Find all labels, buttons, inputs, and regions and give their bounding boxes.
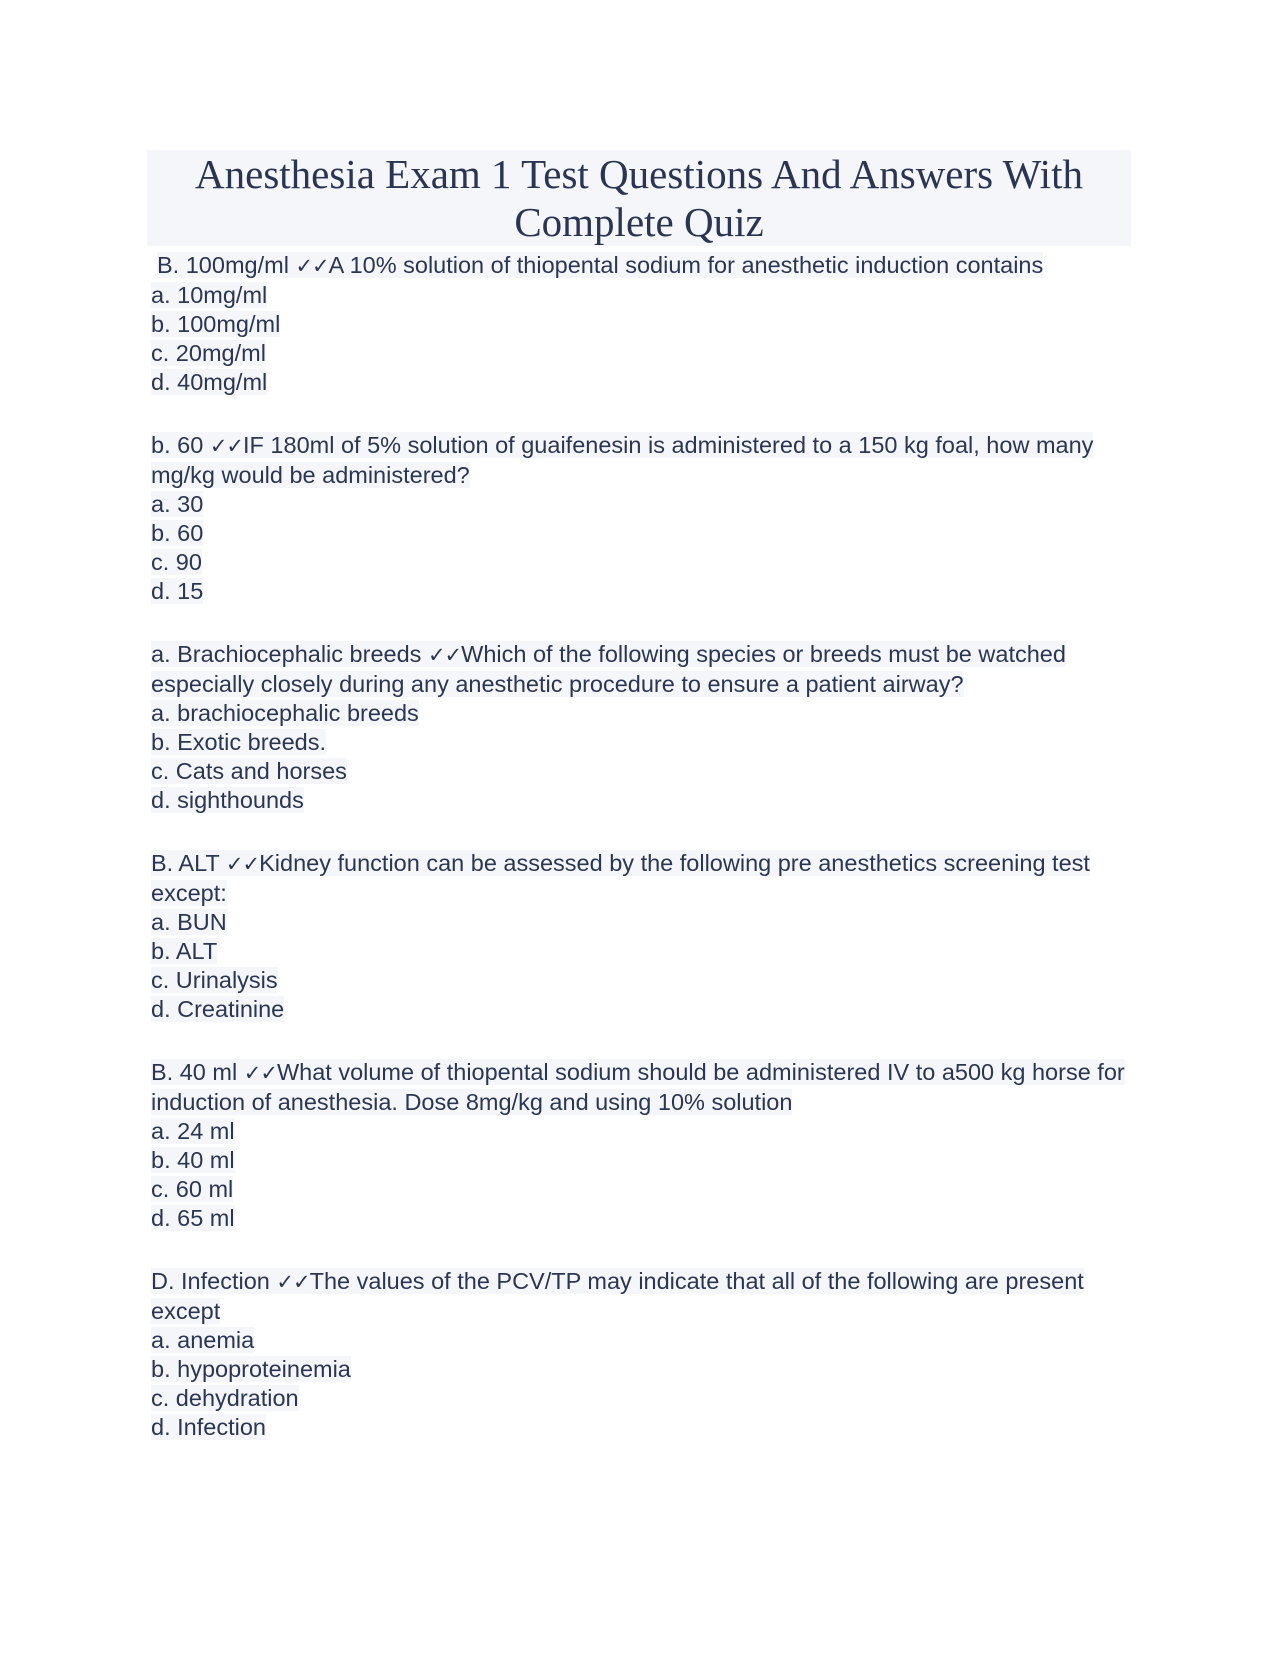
question-line bbox=[151, 1267, 1126, 1326]
option-item: b. 100mg/ml bbox=[151, 311, 281, 337]
qa-item bbox=[151, 1058, 1141, 1233]
option-item: d. sighthounds bbox=[151, 787, 304, 813]
option-item: b. Exotic breeds. bbox=[151, 729, 327, 755]
question-text: What volume of thiopental sodium should be administered IV to a500 kg horse for induction of anesthesia. Dose 8mg/kg and using 10% solution bbox=[151, 1059, 1125, 1115]
option-item: c. dehydration bbox=[151, 1385, 299, 1411]
qa-item bbox=[151, 431, 1141, 606]
option-item: c. 90 bbox=[151, 549, 202, 575]
option-item: c. Urinalysis bbox=[151, 967, 278, 993]
qa-item bbox=[151, 849, 1141, 1024]
question-line bbox=[151, 849, 1126, 908]
option-item: a. 10mg/ml bbox=[151, 282, 268, 308]
question-text: A 10% solution of thiopental sodium for anesthetic induction contains bbox=[328, 252, 1044, 278]
question-line bbox=[151, 251, 1132, 281]
answer-text: b. 60 bbox=[151, 432, 204, 458]
question-line bbox=[151, 640, 1126, 699]
option-item: a. 30 bbox=[151, 491, 204, 517]
answer-text: B. ALT bbox=[151, 850, 220, 876]
answer-text: D. Infection bbox=[151, 1268, 270, 1294]
option-item: a. anemia bbox=[151, 1327, 255, 1353]
option-item: b. 40 ml bbox=[151, 1147, 235, 1173]
question-text: Kidney function can be assessed by the following pre anesthetics screening test except: bbox=[151, 850, 1090, 906]
option-item: c. 20mg/ml bbox=[151, 340, 266, 366]
check-mark-icon: ✓✓ bbox=[427, 643, 462, 667]
question-line bbox=[151, 1058, 1126, 1117]
check-mark-icon: ✓✓ bbox=[225, 852, 260, 876]
answer-text: B. 40 ml bbox=[151, 1059, 238, 1085]
check-mark-icon: ✓✓ bbox=[295, 254, 329, 278]
question-line bbox=[151, 431, 1126, 490]
option-item: c. 60 ml bbox=[151, 1176, 234, 1202]
qa-item bbox=[151, 640, 1141, 815]
option-item: b. hypoproteinemia bbox=[151, 1356, 351, 1382]
document-title: Anesthesia Exam 1 Test Questions And Answers With Complete Quiz bbox=[147, 150, 1131, 246]
check-mark-icon: ✓✓ bbox=[243, 1061, 277, 1085]
answer-text: B. 100mg/ml bbox=[157, 252, 289, 278]
check-mark-icon: ✓✓ bbox=[276, 1270, 310, 1294]
qa-item bbox=[151, 251, 1141, 397]
option-item: b. ALT bbox=[151, 938, 218, 964]
option-item: a. 24 ml bbox=[151, 1118, 235, 1144]
option-item: a. BUN bbox=[151, 909, 227, 935]
option-item: d. Infection bbox=[151, 1414, 266, 1440]
option-item: d. 15 bbox=[151, 578, 204, 604]
question-text: IF 180ml of 5% solution of guaifenesin is administered to a 150 kg foal, how many mg/kg would be administered? bbox=[151, 432, 1094, 488]
question-text: Which of the following species or breeds must be watched especially closely during any anesthetic procedure to ensure a patient airway? bbox=[151, 641, 1066, 697]
option-item: c. Cats and horses bbox=[151, 758, 347, 784]
option-item: d. 65 ml bbox=[151, 1205, 235, 1231]
qa-list bbox=[151, 251, 1141, 1476]
qa-item bbox=[151, 1267, 1141, 1442]
check-mark-icon: ✓✓ bbox=[209, 434, 244, 458]
answer-text: a. Brachiocephalic breeds bbox=[151, 641, 422, 667]
option-item: d. 40mg/ml bbox=[151, 369, 268, 395]
option-item: d. Creatinine bbox=[151, 996, 285, 1022]
option-item: b. 60 bbox=[151, 520, 204, 546]
option-item: a. brachiocephalic breeds bbox=[151, 700, 419, 726]
question-text: The values of the PCV/TP may indicate that all of the following are present except bbox=[151, 1268, 1084, 1324]
